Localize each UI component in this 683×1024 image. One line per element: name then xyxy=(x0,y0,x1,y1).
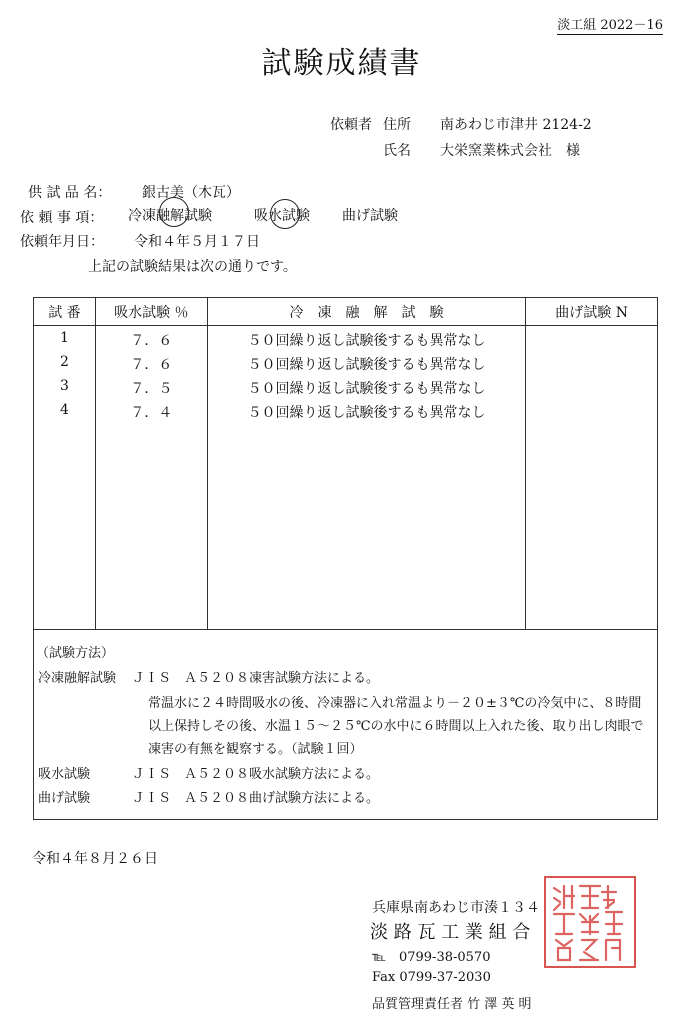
cell-absorption: ７．６ xyxy=(95,350,207,374)
request-date-label: 依頼年月日： xyxy=(20,234,104,250)
cell-empty xyxy=(34,422,96,630)
table-row xyxy=(34,350,658,374)
address-label: 住所 xyxy=(383,117,411,133)
issuer-tel: ℡ 0799-38-0570 xyxy=(372,950,491,965)
issuer-name: 淡 路 瓦 工 業 組 合 xyxy=(370,922,531,943)
freeze-method-desc-1: 常温水に２４時間吸水の後、冷凍器に入れ常温より－２０±３℃の冷気中に、８時間 xyxy=(148,696,642,711)
header-freeze: 冷 凍 融 解 試 験 xyxy=(207,298,525,326)
freeze-method-standard: ＪＩＳ Ａ５２０８凍害試験方法による。 xyxy=(132,671,380,686)
request-item-freeze-text: 冷凍融解試験 xyxy=(128,208,212,224)
cell-bending xyxy=(526,326,658,351)
cell-bending xyxy=(526,350,658,374)
cell-absorption: ７．５ xyxy=(95,374,207,398)
cell-empty xyxy=(207,422,525,630)
document-title: 試験成績書 xyxy=(261,46,422,81)
table-header-row xyxy=(34,298,658,326)
seal-glyphs xyxy=(546,878,634,966)
issue-date: 令和４年８月２６日 xyxy=(32,851,158,867)
cell-freeze: ５０回繰り返し試験後するも異常なし xyxy=(207,350,525,374)
issuer-address: 兵庫県南あわじ市湊１３４ xyxy=(372,900,540,916)
cell-empty xyxy=(95,422,207,630)
requester-name: 大栄窯業株式会社 様 xyxy=(440,143,580,159)
request-date: 令和４年５月１７日 xyxy=(134,234,260,250)
cell-no: 2 xyxy=(34,350,96,374)
issuer-fax: Fax 0799-37-2030 xyxy=(372,970,491,985)
request-item-absorption: 吸水試験 xyxy=(254,208,310,224)
absorption-method-standard: ＪＩＳ Ａ５２０８吸水試験方法による。 xyxy=(132,767,380,782)
cell-absorption: ７．４ xyxy=(95,398,207,422)
cell-no: 1 xyxy=(34,326,96,351)
circle-mark xyxy=(159,197,189,227)
test-method-box xyxy=(33,630,658,820)
cell-freeze: ５０回繰り返し試験後するも異常なし xyxy=(207,398,525,422)
request-item-bending: 曲げ試験 xyxy=(342,208,398,224)
sample-name: 銀古美（木瓦） xyxy=(142,185,240,201)
cell-freeze: ５０回繰り返し試験後するも異常なし xyxy=(207,374,525,398)
quality-manager: 品質管理責任者 竹 澤 英 明 xyxy=(372,997,532,1012)
header-absorption: 吸水試験 ％ xyxy=(95,298,207,326)
name-label: 氏名 xyxy=(383,143,411,159)
cell-no: 4 xyxy=(34,398,96,422)
requester-label: 依頼者 xyxy=(330,117,372,133)
results-table xyxy=(33,297,658,630)
method-heading: （試験方法） xyxy=(36,646,115,661)
table-row xyxy=(34,326,658,351)
sample-label: 供 試 品 名： xyxy=(28,185,112,201)
requester-address: 南あわじ市津井 2124-2 xyxy=(440,117,592,133)
union-seal-stamp xyxy=(544,876,636,968)
bending-method-label: 曲げ試験 xyxy=(38,791,91,806)
cell-bending xyxy=(526,398,658,422)
table-row xyxy=(34,398,658,422)
cell-empty xyxy=(526,422,658,630)
document-number: 淡工組 2022－16 xyxy=(557,18,663,33)
table-row xyxy=(34,374,658,398)
freeze-method-label: 冷凍融解試験 xyxy=(38,671,117,686)
header-no: 試 番 xyxy=(34,298,96,326)
bending-method-standard: ＪＩＳ Ａ５２０８曲げ試験方法による。 xyxy=(132,791,380,806)
freeze-method-desc-3: 凍害の有無を観察する。（試験１回） xyxy=(148,742,363,757)
cell-no: 3 xyxy=(34,374,96,398)
intro-text: 上記の試験結果は次の通りです。 xyxy=(88,259,297,275)
cell-freeze: ５０回繰り返し試験後するも異常なし xyxy=(207,326,525,351)
cell-absorption: ７．６ xyxy=(95,326,207,351)
absorption-method-label: 吸水試験 xyxy=(38,767,91,782)
table-filler-row xyxy=(34,422,658,630)
header-bending: 曲げ試験 N xyxy=(526,298,658,326)
request-items-label: 依 頼 事 項： xyxy=(20,210,104,226)
cell-bending xyxy=(526,374,658,398)
freeze-method-desc-2: 以上保持しその後、水温１５～２５℃の水中に６時間以上入れた後、取り出し肉眼で xyxy=(148,719,644,734)
circle-mark xyxy=(270,199,300,229)
